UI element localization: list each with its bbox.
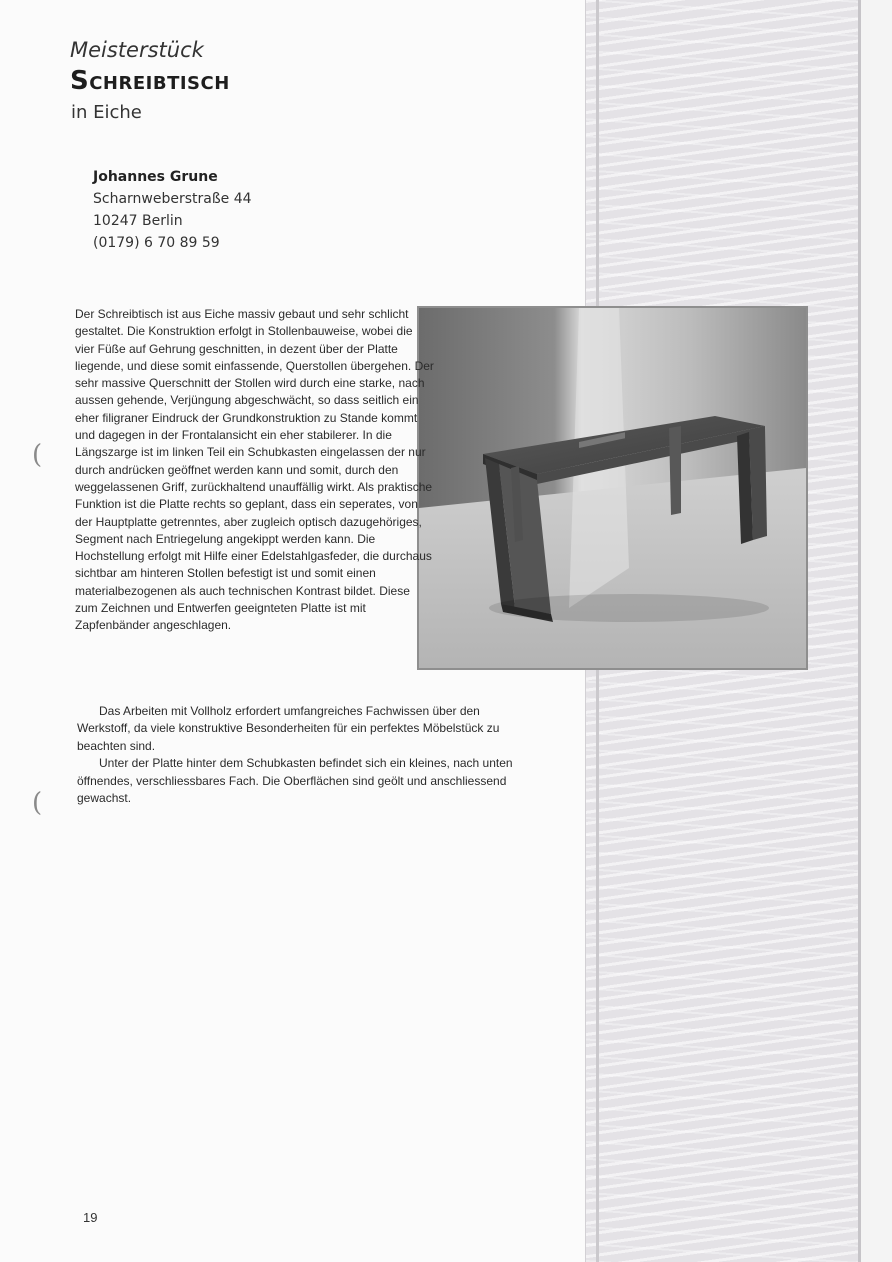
binding-hole-mark: ( — [32, 440, 43, 470]
desk-illustration-icon — [419, 308, 806, 668]
binding-hole-mark: ( — [32, 788, 43, 818]
contact-phone: (0179) 6 70 89 59 — [93, 235, 220, 251]
page-kicker: Meisterstück — [70, 38, 204, 62]
contact-city: 10247 Berlin — [93, 213, 183, 229]
page-title: Schreibtisch — [70, 66, 230, 96]
contact-name: Johannes Grune — [93, 169, 218, 185]
page-subtitle: in Eiche — [71, 102, 142, 123]
contact-block — [93, 166, 252, 254]
article-column — [75, 306, 435, 635]
page-margin — [861, 0, 892, 1262]
page-number: 19 — [83, 1210, 98, 1225]
oak-desk-photo — [417, 306, 808, 670]
article-paragraph-3: Unter der Platte hinter dem Schubkasten befindet sich ein kleines, nach unten öffnendes, verschliessbares Fach. Die Oberflächen sind geölt und anschliessend gewachst. — [77, 756, 513, 806]
contact-street: Scharnweberstraße 44 — [93, 191, 252, 207]
article-paragraph-2: Das Arbeiten mit Vollholz erfordert umfangreiches Fachwissen über den Werkstoff, da viele konstruktive Besonderheiten für ein perfektes Möbelstück zu beachten sind. — [77, 704, 500, 753]
article-continuation — [77, 703, 527, 807]
article-paragraph-1: Der Schreibtisch ist aus Eiche massiv gebaut und sehr schlicht gestaltet. Die Konstruktion erfolgt in Stollenbauweise, wobei die vier Füße auf Gehrung geschnitten, in dezent über der Platte liegende, und diese somit einfassende, Querstollen übergehen. Der sehr massive Querschnitt der Stollen wird durch eine starke, nach aussen gehende, Verjüngung abgeschwächt, so dass seitlich ein eher filigraner Eindruck der Grundkonstruktion zu Stande kommt und dagegen in der Frontalansicht ein eher stabilerer. In die Längszarge ist im linken Teil ein Schubkasten eingelassen der nur durch andrücken geöffnet werden kann und somit, durch den weggelassenen Griff, zurückhaltend unauffällig wirkt. Als praktische Funktion ist die Platte rechts so geplant, dass ein seperates, von der Hauptplatte getrenntes, aber zugleich optisch dazugehöriges, Segment nach Entriegelung angekippt werden kann. Die Hochstellung erfolgt mit Hilfe einer Edelstahlgasfeder, die durchaus sichtbar am hinteren Stollen befestigt ist und somit einen materialbezogenen als auch technischen Kontrast bildet. Diese zum Zeichnen und Entwerfen geeignteten Platte ist mit Zapfenbänder angeschlagen. — [75, 307, 434, 633]
